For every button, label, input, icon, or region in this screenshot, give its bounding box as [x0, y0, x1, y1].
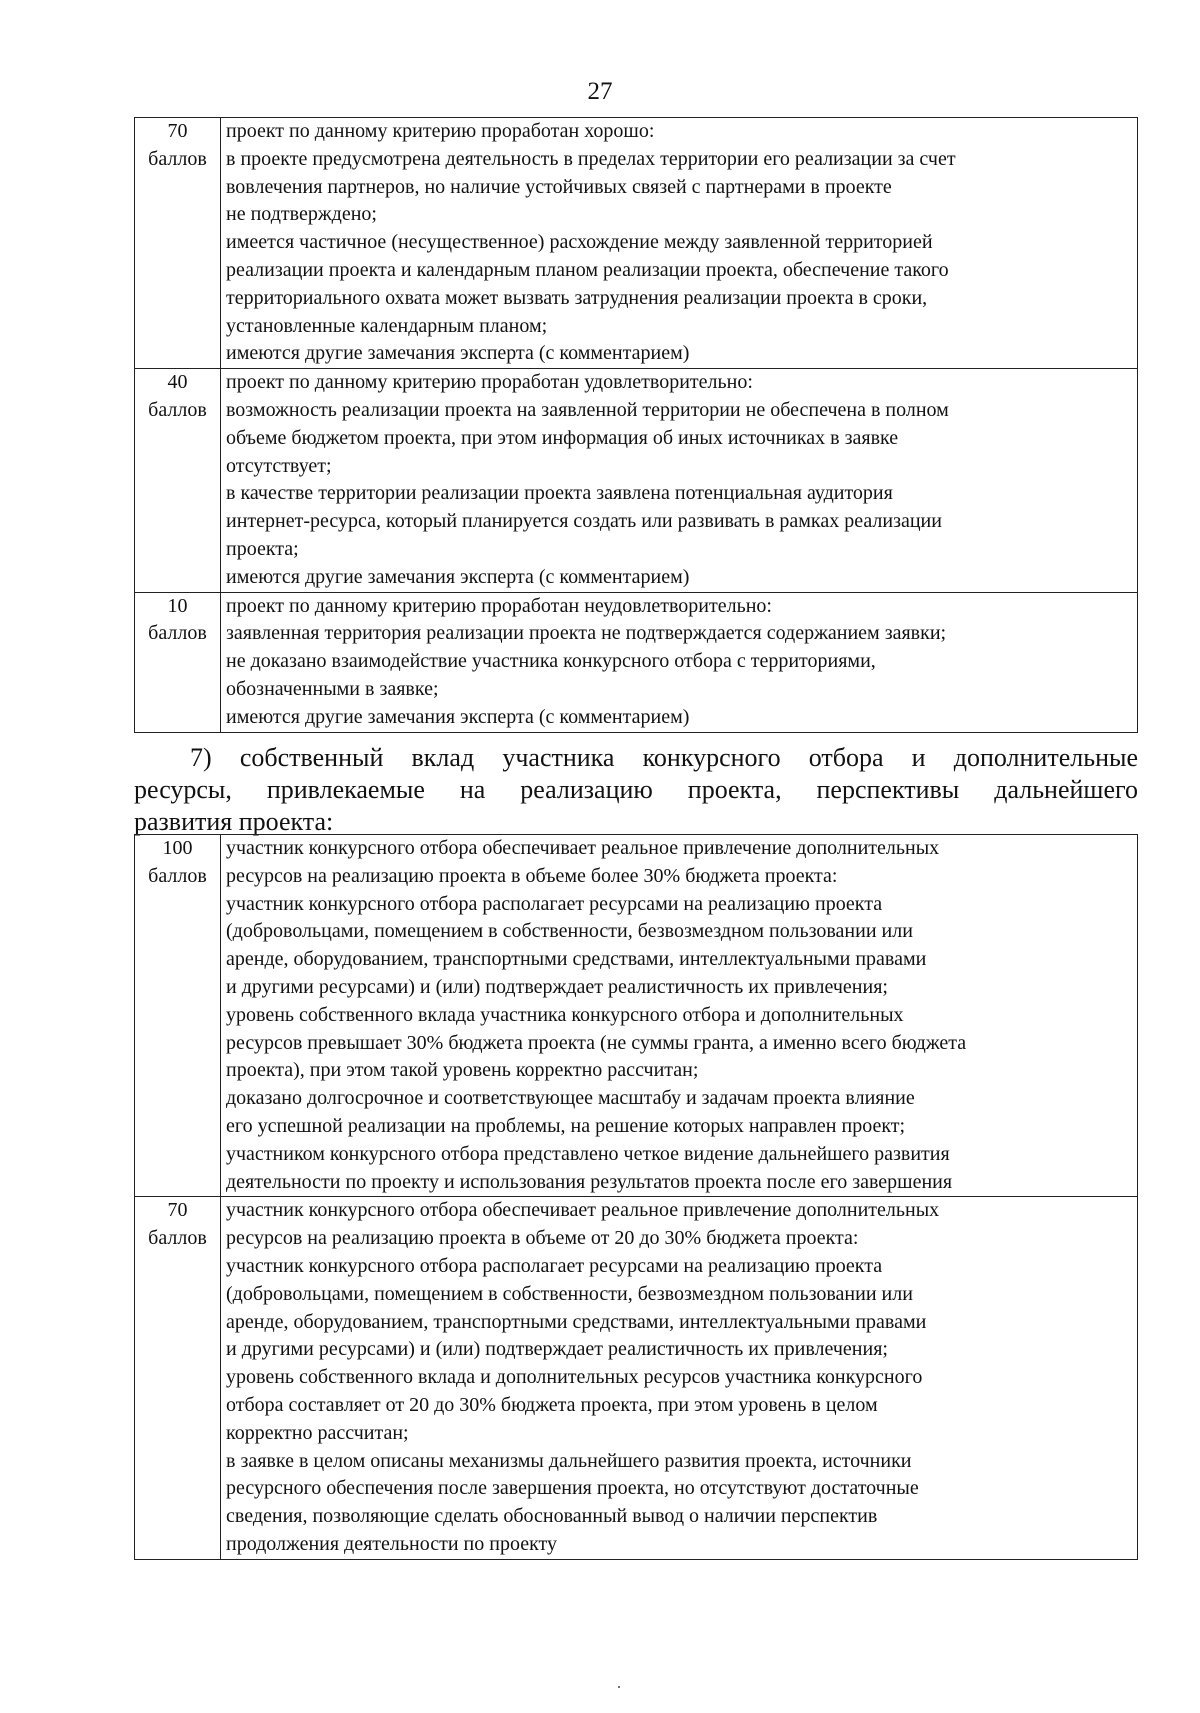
score-cell [135, 369, 221, 592]
criteria-line: имеются другие замечания эксперта (с комментарием) [226, 342, 690, 365]
criteria-line: уровень собственного вклада участника конкурсного отбора и дополнительных [226, 1003, 904, 1026]
score-unit: баллов [148, 398, 207, 421]
criteria-line: в заявке в целом описаны механизмы дальнейшего развития проекта, источники [226, 1449, 912, 1472]
criteria-line: деятельности по проекту и использования результатов проекта после его завершения [226, 1170, 953, 1193]
criteria-line: ресурсов на реализацию проекта в объеме более 30% бюджета проекта: [226, 864, 838, 887]
criteria-line: участник конкурсного отбора располагает ресурсами на реализацию проекта [226, 1254, 883, 1277]
criteria-line: участник конкурсного отбора располагает ресурсами на реализацию проекта [226, 892, 883, 915]
criteria-row [135, 1197, 1138, 1559]
score-cell [135, 592, 221, 732]
criteria-line: вовлечения партнеров, но наличие устойчивых связей с партнерами в проекте [226, 175, 892, 198]
criteria-line: (добровольцами, помещением в собственности, безвозмездном пользовании или [226, 920, 913, 943]
section-7-heading-line-3: развития проекта: [134, 807, 334, 836]
criteria-line: уровень собственного вклада и дополнительных ресурсов участника конкурсного [226, 1366, 923, 1389]
criteria-line: отсутствует; [226, 454, 332, 477]
criteria-line: заявленная территория реализации проекта не подтверждается содержанием заявки; [226, 622, 947, 645]
score-cell [135, 118, 221, 369]
section-7-heading-line-1: 7) собственный вклад участника конкурсного отбора и дополнительные [190, 743, 1138, 772]
criteria-line: ресурсов на реализацию проекта в объеме от 20 до 30% бюджета проекта: [226, 1227, 859, 1250]
criteria-line: доказано долгосрочное и соответствующее масштабу и задачам проекта влияние [226, 1087, 915, 1110]
criteria-line: объеме бюджетом проекта, при этом информация об иных источниках в заявке [226, 426, 899, 449]
criteria-line: установленные календарным планом; [226, 314, 548, 337]
score-value: 70 [167, 1199, 188, 1222]
criteria-description-cell [221, 1197, 1138, 1559]
page-number: 27 [587, 78, 613, 105]
criteria-line: проекта), при этом такой уровень корректно рассчитан; [226, 1059, 699, 1082]
criteria-line: проект по данному критерию проработан неудовлетворительно: [226, 594, 772, 617]
criteria-line: интернет-ресурса, который планируется создать или развивать в рамках реализации [226, 510, 942, 533]
criteria-line: и другими ресурсами) и (или) подтверждает реалистичность их привлечения; [226, 975, 888, 998]
score-value: 40 [167, 371, 188, 394]
score-cell [135, 1197, 221, 1559]
criteria-line: не подтверждено; [226, 203, 377, 226]
criteria-line: ресурсного обеспечения после завершения проекта, но отсутствуют достаточные [226, 1477, 919, 1500]
score-unit: баллов [148, 147, 207, 170]
criteria-line: в качестве территории реализации проекта заявлена потенциальная аудитория [226, 482, 893, 505]
criteria-line: проекта; [226, 537, 299, 560]
criteria-line: в проекте предусмотрена деятельность в пределах территории его реализации за счет [226, 147, 956, 170]
section-7-heading [134, 742, 1138, 838]
criteria-row [135, 835, 1138, 1197]
criteria-line: территориального охвата может вызвать затруднения реализации проекта в сроки, [226, 286, 928, 309]
criteria-table-resources [134, 834, 1138, 1560]
criteria-line: проект по данному критерию проработан удовлетворительно: [226, 371, 753, 394]
scan-speck [618, 1686, 620, 1688]
criteria-description-cell [221, 835, 1138, 1197]
criteria-line: аренде, оборудованием, транспортными средствами, интеллектуальными правами [226, 1310, 927, 1333]
criteria-row [135, 592, 1138, 732]
criteria-line: отбора составляет от 20 до 30% бюджета проекта, при этом уровень в целом [226, 1393, 878, 1416]
score-unit: баллов [148, 1227, 207, 1250]
criteria-line: корректно рассчитан; [226, 1421, 409, 1444]
score-unit: баллов [148, 864, 207, 887]
criteria-line: участником конкурсного отбора представлено четкое видение дальнейшего развития [226, 1142, 950, 1165]
criteria-line: его успешной реализации на проблемы, на решение которых направлен проект; [226, 1114, 906, 1137]
criteria-line: участник конкурсного отбора обеспечивает реальное привлечение дополнительных [226, 1199, 940, 1222]
criteria-line: ресурсов превышает 30% бюджета проекта (не суммы гранта, а именно всего бюджета [226, 1031, 967, 1054]
criteria-line: имеются другие замечания эксперта (с комментарием) [226, 705, 690, 728]
criteria-description-cell [221, 592, 1138, 732]
criteria-line: обозначенными в заявке; [226, 677, 439, 700]
criteria-line: (добровольцами, помещением в собственности, безвозмездном пользовании или [226, 1282, 913, 1305]
criteria-line: проект по данному критерию проработан хорошо: [226, 120, 655, 142]
criteria-description-cell [221, 118, 1138, 369]
criteria-line: возможность реализации проекта на заявленной территории не обеспечена в полном [226, 398, 949, 421]
score-value: 100 [162, 837, 193, 859]
criteria-row [135, 369, 1138, 592]
criteria-line: не доказано взаимодействие участника конкурсного отбора с территориями, [226, 650, 876, 673]
score-value: 70 [167, 120, 188, 142]
criteria-line: и другими ресурсами) и (или) подтверждает реалистичность их привлечения; [226, 1338, 888, 1361]
criteria-line: имеется частичное (несущественное) расхождение между заявленной территорией [226, 231, 933, 254]
criteria-line: участник конкурсного отбора обеспечивает реальное привлечение дополнительных [226, 837, 940, 859]
criteria-row [135, 118, 1138, 369]
criteria-line: реализации проекта и календарным планом реализации проекта, обеспечение такого [226, 258, 949, 281]
section-7-heading-line-2: ресурсы, привлекаемые на реализацию проекта, перспективы дальнейшего [134, 775, 1138, 804]
criteria-line: продолжения деятельности по проекту [226, 1532, 558, 1555]
score-unit: баллов [148, 622, 207, 645]
criteria-line: имеются другие замечания эксперта (с комментарием) [226, 565, 690, 588]
criteria-description-cell [221, 369, 1138, 592]
criteria-table-territory [134, 117, 1138, 733]
criteria-line: аренде, оборудованием, транспортными средствами, интеллектуальными правами [226, 948, 927, 971]
criteria-line: сведения, позволяющие сделать обоснованный вывод о наличии перспектив [226, 1505, 878, 1528]
score-cell [135, 835, 221, 1197]
score-value: 10 [167, 594, 188, 617]
